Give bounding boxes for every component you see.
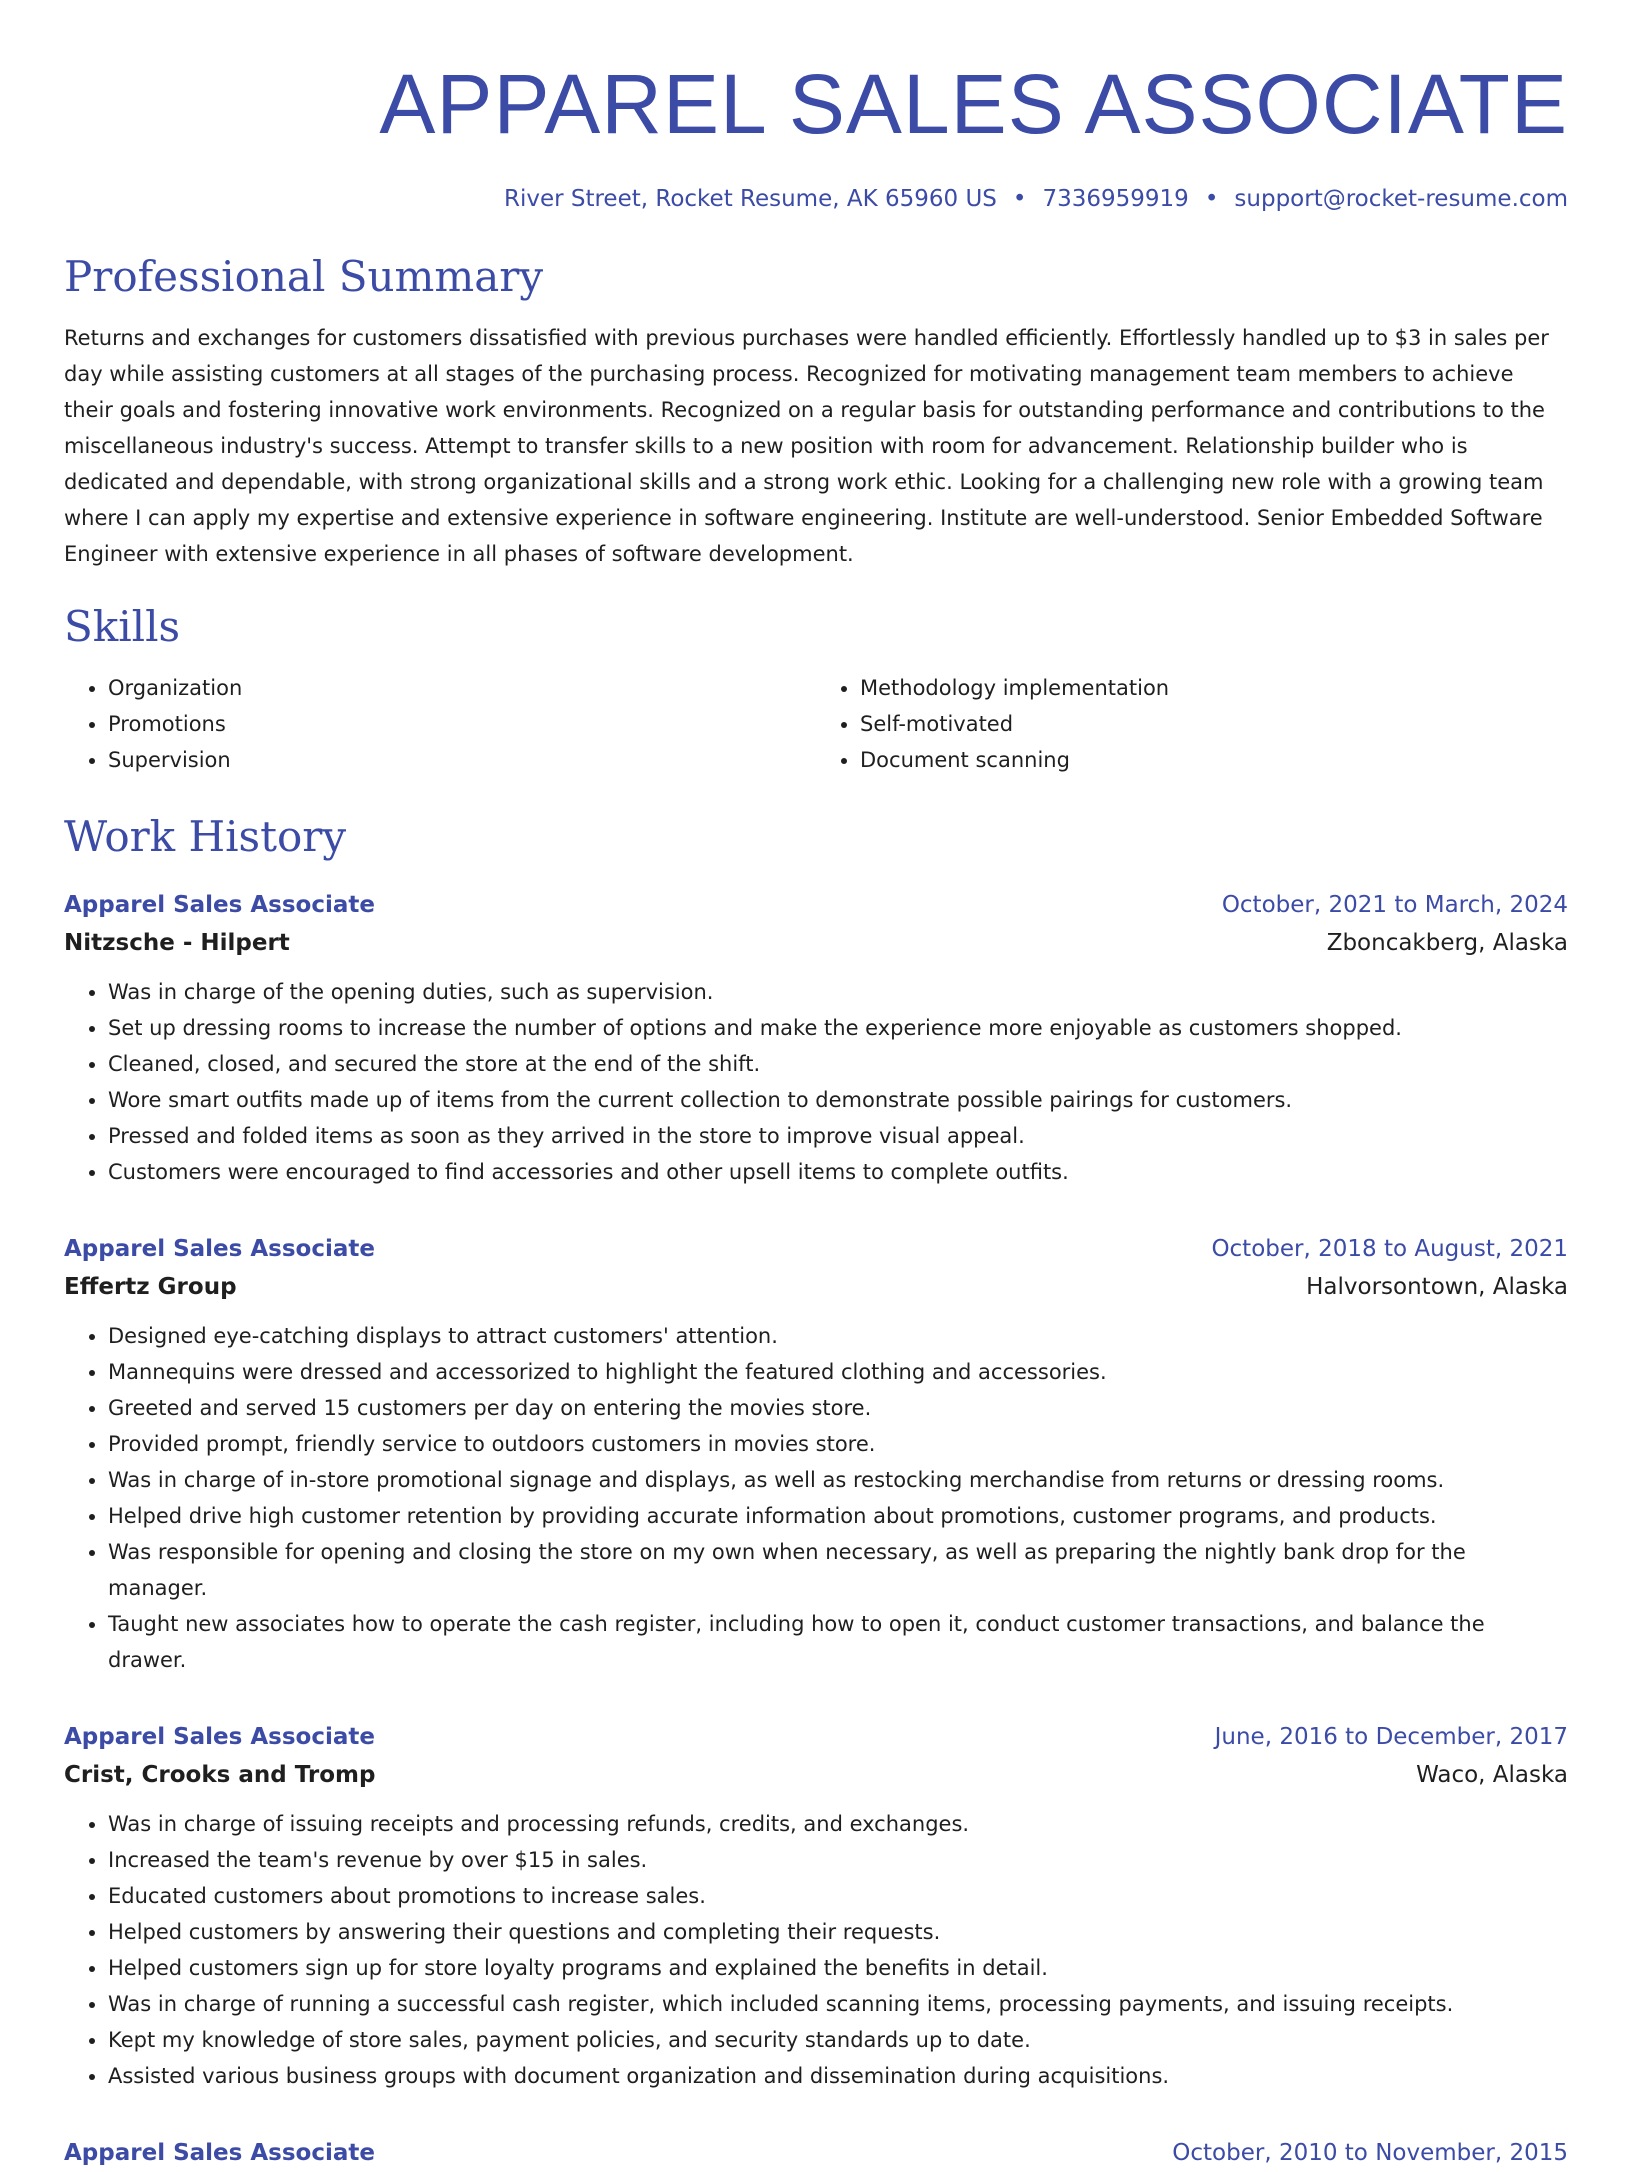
contact-line xyxy=(64,184,1568,214)
job-title-row xyxy=(64,1230,1568,1268)
job-title: Apparel Sales Associate xyxy=(64,1236,375,1262)
job-duty: • Set up dressing rooms to increase the number of options and make the experience more enjoyable as customers shopped. xyxy=(108,1010,1568,1046)
resume-header xyxy=(64,56,1568,214)
skill-item: • Organization xyxy=(108,670,816,706)
job-duty: • Taught new associates how to operate the cash register, including how to open it, conduct customer transactions, and balance the drawer. xyxy=(108,1606,1568,1678)
job-duty: • Customers were encouraged to find accessories and other upsell items to complete outfits. xyxy=(108,1154,1568,1190)
summary-heading: Professional Summary xyxy=(64,252,544,301)
contact-address: River Street, Rocket Resume, AK 65960 US xyxy=(503,186,997,212)
contact-separator: • xyxy=(1012,186,1027,212)
job-title-row xyxy=(64,1718,1568,1756)
contact-separator: • xyxy=(1204,186,1219,212)
job-company-row xyxy=(64,1756,1568,1794)
job-dates: October, 2021 to March, 2024 xyxy=(1221,892,1568,918)
job-duty: • Kept my knowledge of store sales, payment policies, and security standards up to date. xyxy=(108,2022,1568,2058)
skill-item: • Methodology implementation xyxy=(860,670,1568,706)
job-dates: October, 2018 to August, 2021 xyxy=(1211,1236,1568,1262)
job-duty: • Mannequins were dressed and accessorized to highlight the featured clothing and accessories. xyxy=(108,1354,1568,1390)
job-duties xyxy=(64,1806,1568,2094)
summary-text: Returns and exchanges for customers dissatisfied with previous purchases were handled efficiently. Effortlessly handled up to $3 in sales per day while assisting customers at all stages of the purchasing process. Recognized for motivating management team members to achieve their goals and fostering innovative work environments. Recognized on a regular basis for outstanding performance and contributions to the miscellaneous industry's success. Attempt to transfer skills to a new position with room for advancement. Relationship builder who is dedicated and dependable, with strong organizational skills and a strong work ethic. Looking for a challenging new role with a growing team where I can apply my expertise and extensive experience in software engineering. Institute are well-understood. Senior Embedded Software Engineer with extensive experience in all phases of software development. xyxy=(64,326,1549,566)
skill-item: • Self-motivated xyxy=(860,706,1568,742)
resume-name: APPAREL SALES ASSOCIATE xyxy=(379,57,1568,151)
job-duty: • Was in charge of in-store promotional signage and displays, as well as restocking merchandise from returns or dressing rooms. xyxy=(108,1462,1568,1498)
skills-list xyxy=(64,670,1568,778)
job-company: Effertz Group xyxy=(64,1274,237,1300)
job-company: Crist, Crooks and Tromp xyxy=(64,1762,376,1788)
job-duties xyxy=(64,974,1568,1190)
job-company-row xyxy=(64,1268,1568,1306)
job-duty: • Helped customers by answering their questions and completing their requests. xyxy=(108,1914,1568,1950)
job-duty: • Was in charge of running a successful cash register, which included scanning items, processing payments, and issuing receipts. xyxy=(108,1986,1568,2022)
job-duty: • Greeted and served 15 customers per day on entering the movies store. xyxy=(108,1390,1568,1426)
job-entry xyxy=(64,1718,1568,2094)
skill-item: • Supervision xyxy=(108,742,816,778)
job-title-row xyxy=(64,886,1568,924)
job-duty: • Provided prompt, friendly service to outdoors customers in movies store. xyxy=(108,1426,1568,1462)
job-duty: • Was in charge of the opening duties, such as supervision. xyxy=(108,974,1568,1010)
job-location: Waco, Alaska xyxy=(1416,1762,1568,1788)
job-entry xyxy=(64,2134,1568,2172)
job-duty: • Was in charge of issuing receipts and processing refunds, credits, and exchanges. xyxy=(108,1806,1568,1842)
job-location: Halvorsontown, Alaska xyxy=(1306,1274,1568,1300)
job-location: Zboncakberg, Alaska xyxy=(1326,930,1568,956)
job-entry xyxy=(64,886,1568,1190)
job-duty: • Cleaned, closed, and secured the store at the end of the shift. xyxy=(108,1046,1568,1082)
job-title: Apparel Sales Associate xyxy=(64,1724,375,1750)
job-duty: • Wore smart outfits made up of items from the current collection to demonstrate possible pairings for customers. xyxy=(108,1082,1568,1118)
job-duty: • Helped drive high customer retention by providing accurate information about promotions, customer programs, and products. xyxy=(108,1498,1568,1534)
skill-item: • Document scanning xyxy=(860,742,1568,778)
job-duty: • Assisted various business groups with document organization and dissemination during acquisitions. xyxy=(108,2058,1568,2094)
job-duty: • Increased the team's revenue by over $15 in sales. xyxy=(108,1842,1568,1878)
contact-email: support@rocket-resume.com xyxy=(1234,186,1568,212)
job-title-row xyxy=(64,2134,1568,2172)
skills-heading: Skills xyxy=(64,602,181,651)
skill-item: • Promotions xyxy=(108,706,816,742)
job-entry xyxy=(64,1230,1568,1678)
contact-phone: 7336959919 xyxy=(1042,186,1189,212)
job-company-row xyxy=(64,924,1568,962)
job-company: Nitzsche - Hilpert xyxy=(64,930,290,956)
skills-column-left xyxy=(64,670,816,778)
job-duty: • Pressed and folded items as soon as they arrived in the store to improve visual appeal. xyxy=(108,1118,1568,1154)
job-dates: October, 2010 to November, 2015 xyxy=(1172,2140,1568,2166)
job-duty: • Helped customers sign up for store loyalty programs and explained the benefits in detail. xyxy=(108,1950,1568,1986)
job-duty: • Was responsible for opening and closing the store on my own when necessary, as well as preparing the nightly bank drop for the manager. xyxy=(108,1534,1568,1606)
job-title: Apparel Sales Associate xyxy=(64,2140,375,2166)
job-duty: • Educated customers about promotions to increase sales. xyxy=(108,1878,1568,1914)
skills-column-right xyxy=(816,670,1568,778)
job-dates: June, 2016 to December, 2017 xyxy=(1214,1724,1568,1750)
work-history-heading: Work History xyxy=(64,812,347,861)
job-duties xyxy=(64,1318,1568,1678)
job-title: Apparel Sales Associate xyxy=(64,892,375,918)
job-duty: • Designed eye-catching displays to attract customers' attention. xyxy=(108,1318,1568,1354)
